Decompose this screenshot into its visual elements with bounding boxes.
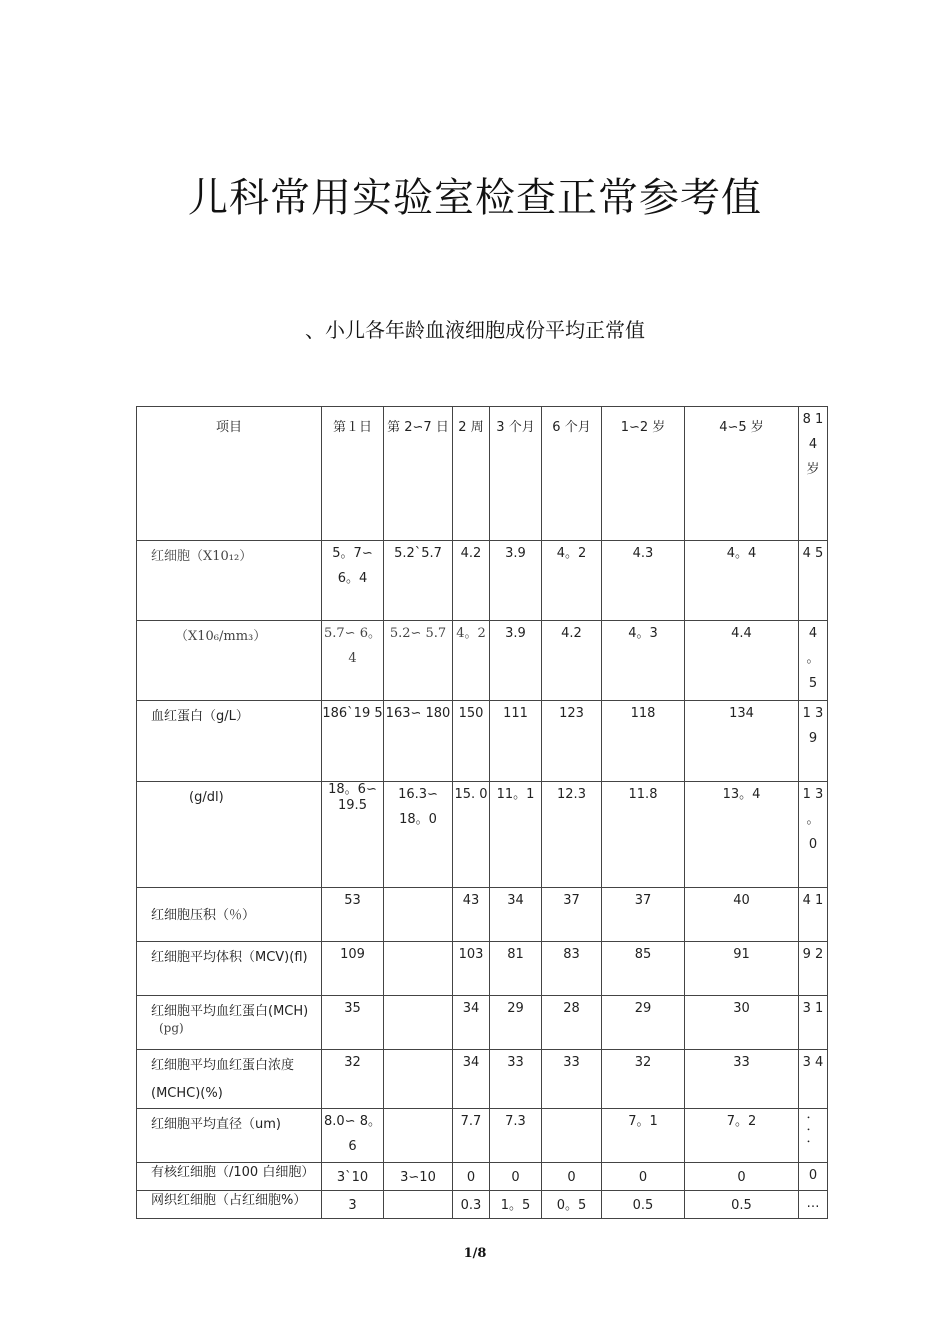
table-cell: 18。6∽ 19.5 <box>322 782 384 888</box>
table-cell: 81 <box>490 942 542 996</box>
table-cell: 4.3 <box>602 541 685 621</box>
table-cell: 5.2∽ 5.7 <box>384 621 453 701</box>
table-cell: 123 <box>542 701 602 782</box>
table-cell: 0 <box>799 1163 828 1191</box>
table-cell: 29 <box>490 996 542 1050</box>
header-cell: 项目 <box>137 407 322 541</box>
table-cell: 30 <box>685 996 799 1050</box>
table-cell: 43 <box>453 888 490 942</box>
row-label: 红细胞（X10₁₂） <box>137 541 322 621</box>
table-cell: 32 <box>602 1050 685 1109</box>
table-cell: 109 <box>322 942 384 996</box>
table-cell: 53 <box>322 888 384 942</box>
row-label-group <box>137 1050 322 1109</box>
table-cell <box>384 996 453 1050</box>
table-cell: 3 4 <box>799 1050 828 1109</box>
table-cell: 4 5 <box>799 541 828 621</box>
table-cell: 15. 0 <box>453 782 490 888</box>
table-cell: 32 <box>322 1050 384 1109</box>
row-label: 血红蛋白（g/L） <box>137 701 322 782</box>
table-cell: 111 <box>490 701 542 782</box>
table-cell: 8.0∽ 8。6 <box>322 1109 384 1163</box>
table-cell: 3 1 <box>799 996 828 1050</box>
header-cell: 4∽5 岁 <box>685 407 799 541</box>
table-cell: 163∽ 180 <box>384 701 453 782</box>
table-cell: 5.7∽ 6。4 <box>322 621 384 701</box>
table-row <box>137 782 828 888</box>
table-cell: 0.5 <box>685 1191 799 1219</box>
row-label: (g/dl) <box>137 782 322 888</box>
table-cell: 40 <box>685 888 799 942</box>
table-cell: 0 <box>602 1163 685 1191</box>
header-cell: 1∽2 岁 <box>602 407 685 541</box>
table-cell: 11.8 <box>602 782 685 888</box>
table-cell: 4 1 <box>799 888 828 942</box>
table-cell: 4。3 <box>602 621 685 701</box>
header-cell: 8 1 4 岁 <box>799 407 828 541</box>
table-cell: 5。7∽ 6。4 <box>322 541 384 621</box>
table-cell: 134 <box>685 701 799 782</box>
table-cell: 0.5 <box>602 1191 685 1219</box>
table-cell: 3`10 <box>322 1163 384 1191</box>
table-row <box>137 942 828 996</box>
row-sub-label: (MCHC)(%) <box>151 1086 223 1101</box>
table-cell: 37 <box>602 888 685 942</box>
table-cell: 3 <box>322 1191 384 1219</box>
header-cell: 2 周 <box>453 407 490 541</box>
table-row <box>137 1163 828 1191</box>
table-cell: 35 <box>322 996 384 1050</box>
table-cell: 150 <box>453 701 490 782</box>
table-cell <box>542 1109 602 1163</box>
header-cell: 第 2∽7 日 <box>384 407 453 541</box>
table-cell: 4。2 <box>542 541 602 621</box>
table-cell: … <box>799 1191 828 1219</box>
page-number: 1/8 <box>463 1246 487 1261</box>
row-label: 红细胞平均血红蛋白(MCH) <box>151 1004 309 1019</box>
table-cell: 1。5 <box>490 1191 542 1219</box>
table-cell: 1 3 9 <box>799 701 828 782</box>
table-cell <box>384 1109 453 1163</box>
header-cell: 3 个月 <box>490 407 542 541</box>
table-cell: 3.9 <box>490 621 542 701</box>
table-cell: 0 <box>542 1163 602 1191</box>
table-cell <box>384 1191 453 1219</box>
table-cell: 4。2 <box>453 621 490 701</box>
table-cell: 34 <box>453 996 490 1050</box>
table-row <box>137 541 828 621</box>
row-label: 红细胞平均直径（um) <box>137 1109 322 1163</box>
table-row <box>137 996 828 1050</box>
table-row <box>137 1109 828 1163</box>
table-cell: 5.2`5.7 <box>384 541 453 621</box>
row-label: 网织红细胞（占红细胞%） <box>137 1191 322 1219</box>
table-cell: 37 <box>542 888 602 942</box>
table-row <box>137 621 828 701</box>
table-row <box>137 888 828 942</box>
row-label: 红细胞平均血红蛋白浓度 <box>151 1058 295 1073</box>
table-cell: 0.3 <box>453 1191 490 1219</box>
table-cell: 9 2 <box>799 942 828 996</box>
row-label-group <box>137 996 322 1050</box>
table-cell: 4.2 <box>453 541 490 621</box>
row-sub-label: (pg) <box>159 1021 184 1035</box>
table-cell: 7.7 <box>453 1109 490 1163</box>
table-cell: 16.3∽ 18。0 <box>384 782 453 888</box>
table-cell: 0 <box>685 1163 799 1191</box>
table-cell: 0 <box>453 1163 490 1191</box>
table-cell: 4 。 5 <box>799 621 828 701</box>
table-header-row <box>137 407 828 541</box>
table-cell: 13。4 <box>685 782 799 888</box>
table-cell: 1 3 。 0 <box>799 782 828 888</box>
blood-values-table <box>136 406 828 1219</box>
table-cell: 0 <box>490 1163 542 1191</box>
row-label: 红细胞平均体积（MCV)(fl) <box>137 942 322 996</box>
table-cell: 3∽10 <box>384 1163 453 1191</box>
table-cell: 3.9 <box>490 541 542 621</box>
table-cell: 118 <box>602 701 685 782</box>
table-cell: 4.2 <box>542 621 602 701</box>
table-cell: 103 <box>453 942 490 996</box>
table-cell: 12.3 <box>542 782 602 888</box>
table-cell: 7。1 <box>602 1109 685 1163</box>
table-cell <box>384 942 453 996</box>
row-label: 有核红细胞（/100 白细胞） <box>137 1163 322 1191</box>
table-cell: 85 <box>602 942 685 996</box>
table-cell: 0。5 <box>542 1191 602 1219</box>
table-row <box>137 701 828 782</box>
table-cell: 91 <box>685 942 799 996</box>
table-cell: 33 <box>542 1050 602 1109</box>
page-title: 儿科常用实验室检查正常参考值 <box>188 175 762 221</box>
table-cell: 4。4 <box>685 541 799 621</box>
table-cell: 29 <box>602 996 685 1050</box>
table-cell: 83 <box>542 942 602 996</box>
table-cell: 11。1 <box>490 782 542 888</box>
table-cell: ． ． ． <box>799 1109 828 1163</box>
table-cell: 7。2 <box>685 1109 799 1163</box>
table-cell: 33 <box>490 1050 542 1109</box>
table-cell: 7.3 <box>490 1109 542 1163</box>
table-cell <box>384 888 453 942</box>
table-row <box>137 1191 828 1219</box>
row-label: （X10₆/mm₃） <box>137 621 322 701</box>
table-cell: 34 <box>453 1050 490 1109</box>
header-cell: 第１日 <box>322 407 384 541</box>
table-cell <box>384 1050 453 1109</box>
section-title: 、小儿各年龄血液细胞成份平均正常值 <box>305 318 645 342</box>
table-cell: 186`19 5 <box>322 701 384 782</box>
table-cell: 34 <box>490 888 542 942</box>
header-cell: 6 个月 <box>542 407 602 541</box>
row-label: 红细胞压积（％） <box>137 888 322 942</box>
table-cell: 33 <box>685 1050 799 1109</box>
table-cell: 28 <box>542 996 602 1050</box>
table-cell: 4.4 <box>685 621 799 701</box>
table-row <box>137 1050 828 1109</box>
